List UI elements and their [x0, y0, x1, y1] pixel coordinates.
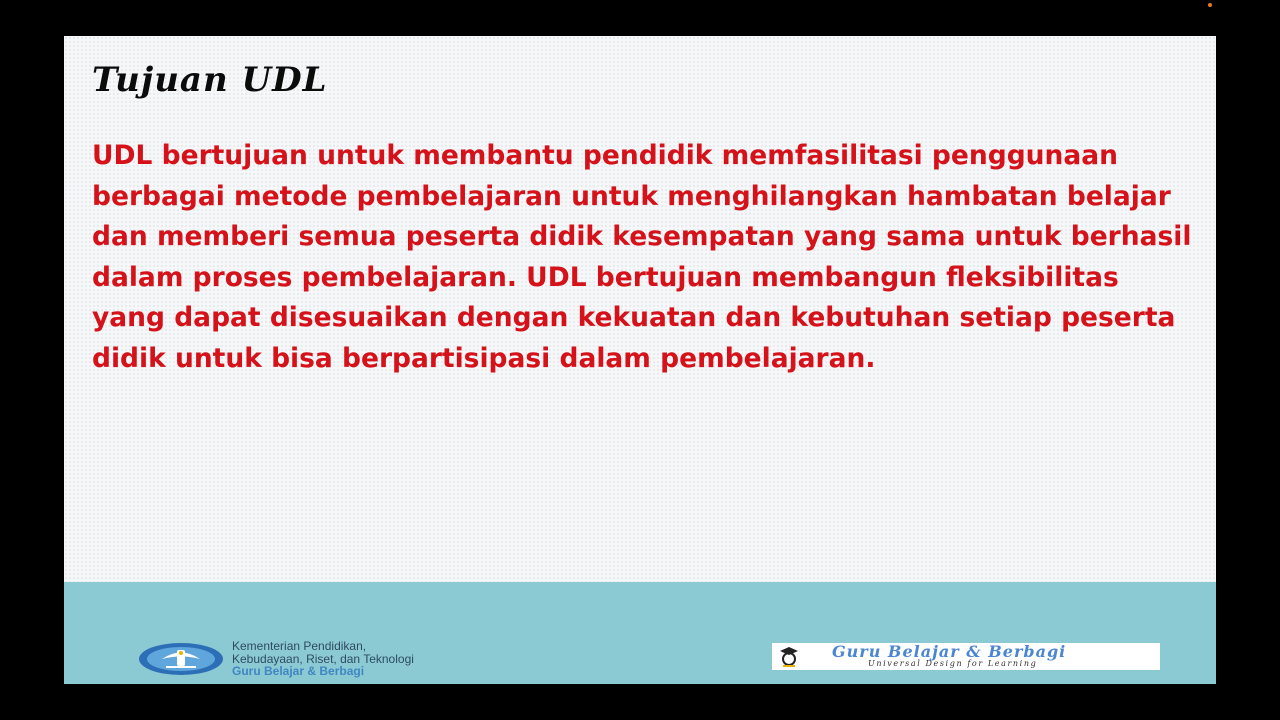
presentation-slide: [64, 36, 1216, 684]
tut-wuri-handayani-logo-icon: [138, 642, 224, 676]
recording-indicator: [1208, 3, 1212, 7]
brand-subtitle: Universal Design for Learning: [868, 659, 1038, 668]
brand-banner: [772, 643, 1160, 670]
graduate-icon: [778, 645, 800, 667]
ministry-name-line2: Kebudayaan, Riset, dan Teknologi: [232, 651, 414, 666]
slide-body-text: UDL bertujuan untuk membantu pendidik memfasilitasi penggunaan berbagai metode pembelajaran untuk menghilangkan hambatan belajar dan memberi semua peserta didik kesempatan yang sama untuk berhasil dalam proses pembelajaran. UDL bertujuan membangun fleksibilitas yang dapat disesuaikan dengan kekuatan dan kebutuhan setiap peserta didik untuk bisa berpartisipasi dalam pembelajaran.: [92, 140, 1192, 374]
ministry-program-name: Guru Belajar & Berbagi: [232, 664, 365, 678]
ministry-name-line1: Kementerian Pendidikan,: [232, 639, 367, 653]
brand-title: Guru Belajar & Berbagi: [832, 642, 1067, 661]
ministry-name: [232, 640, 414, 678]
slide-title: Tujuan UDL: [92, 60, 328, 100]
slide-footer: [64, 582, 1216, 684]
